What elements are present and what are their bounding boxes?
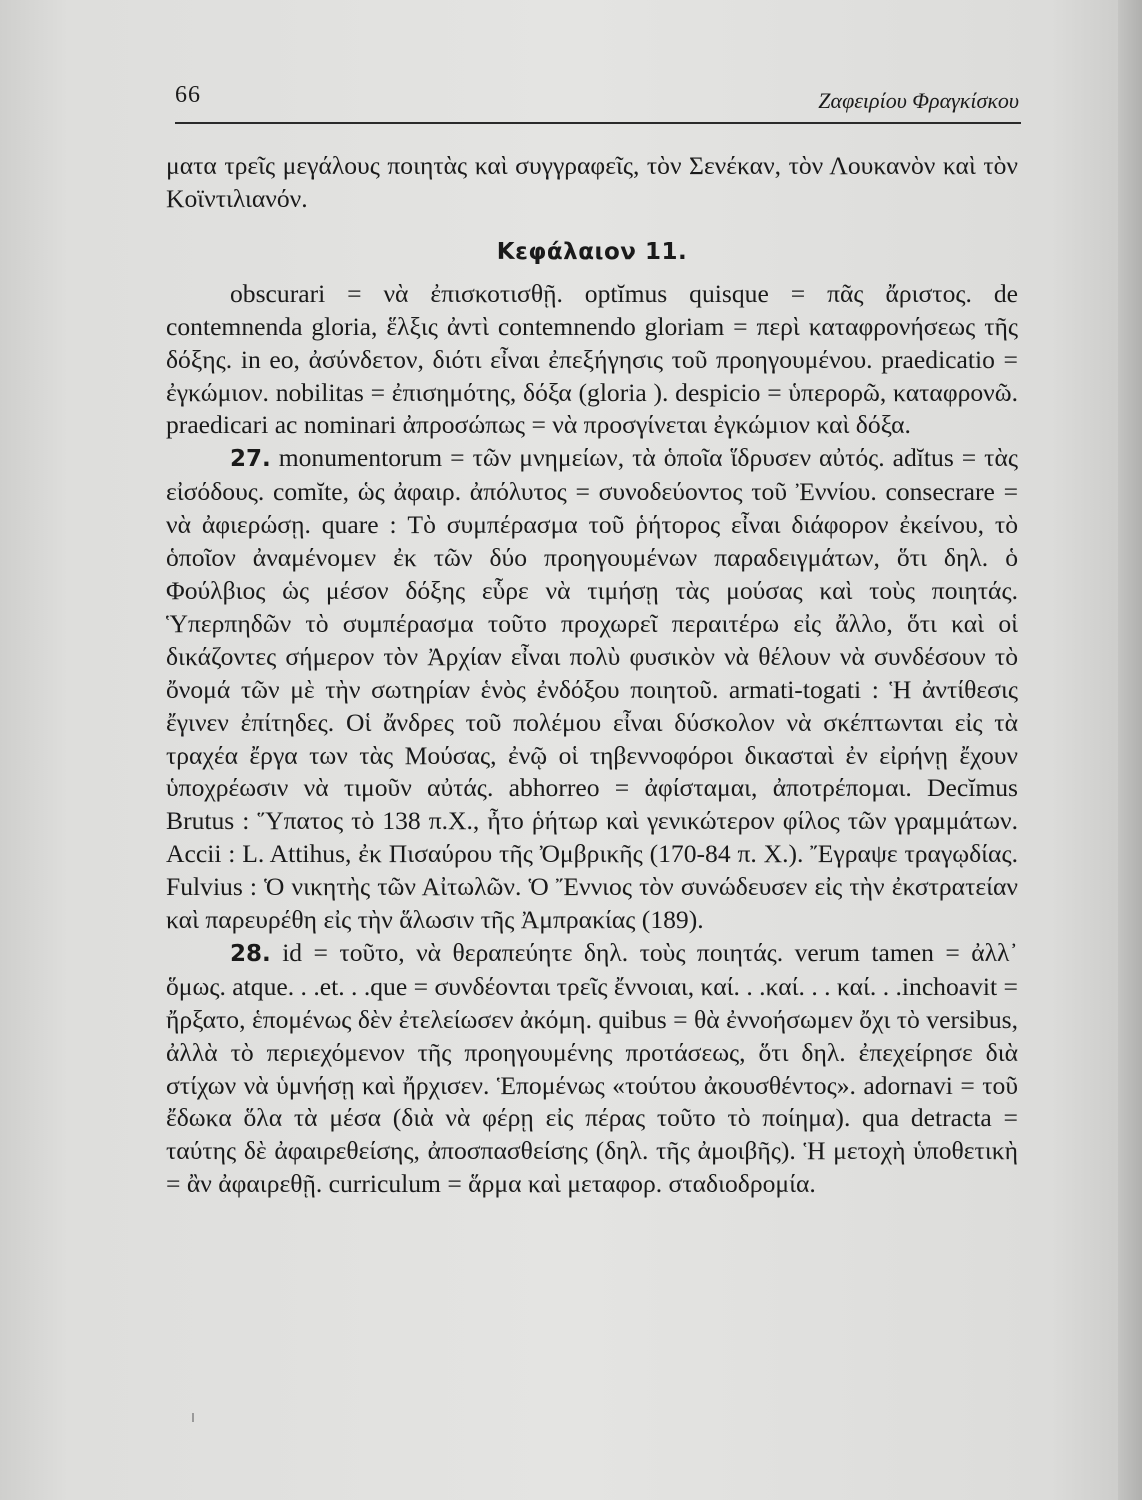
- body-text: [166, 150, 1018, 1201]
- paragraph-27-text: monumentorum = τῶν μνημείων, τὰ ὁποῖα ἵδρυσεν αὐτός. adĭtus = τὰς εἰσόδους. comĭte, ὡς ἀφαιρ. ἀπόλυτος = συνοδεύοντος τοῦ Ἐννίου. consecrare = νὰ ἀφιερώσῃ. quare : Τὸ συμπέρασμα τοῦ ῥήτορος εἶναι διάφορον ἐκείνου, τὸ ὁποῖον ἀναμένομεν ἐκ τῶν δύο προηγουμένων παραδειγμάτων, ὅτι δηλ. ὁ Φούλβιος ὡς μέσον δόξης εὗρε νὰ τιμήσῃ τὰς μούσας καὶ τοὺς ποιητάς. Ὑπερπηδῶν τὸ συμπέρασμα τοῦτο προχωρεῖ περαιτέρω εἰς ἄλλο, ὅτι καὶ οἱ δικάζοντες σήμερον τὸν Ἀρχίαν εἶναι πολὺ φυσικὸν νὰ θέλουν νὰ συνδέσουν τὸ ὄνομά τῶν μὲ τὴν σωτηρίαν ἑνὸς ἐνδόξου ποιητοῦ. armati-togati : Ἡ ἀντίθεσις ἔγινεν ἐπίτηδες. Οἱ ἄνδρες τοῦ πολέμου εἶναι δύσκολον νὰ σκέπτωνται εἰς τὰ τραχέα ἔργα των τὰς Μούσας, ἐνῷ οἱ τηβεννοφόροι δικασταὶ ἐν εἰρήνῃ ἔχουν ὑποχρέωσιν νὰ τιμοῦν αὐτάς. abhorreo = ἀφίσταμαι, ἀποτρέπομαι. Decĭmus Brutus : Ὕπατος τὸ 138 π.Χ., ἦτο ῥήτωρ καὶ γενικώτερον φίλος τῶν γραμμάτων. Accii : L. Attihus, ἐκ Πισαύρου τῆς Ὀμβρικῆς (170-84 π. Χ.). Ἔγραψε τραγῳδίας. Fulvius : Ὁ νικητὴς τῶν Αἰτωλῶν. Ὁ Ἔννιος τὸν συνώδευσεν εἰς τὴν ἐκστρατείαν καὶ παρευρέθη εἰς τὴν ἅλωσιν τῆς Ἀμπρακίας (189).: [166, 443, 1018, 935]
- chapter-heading: Κεφάλαιον 11.: [496, 238, 688, 265]
- continuation-paragraph: ματα τρεῖς μεγάλους ποιητὰς καὶ συγγραφεῖς, τὸν Σενέκαν, τὸν Λουκανὸν καὶ τὸν Κοϊντιλιανόν.: [166, 151, 1018, 213]
- paragraph-glossary: obscurari = νὰ ἐπισκοτισθῇ. optĭmus quisque = πᾶς ἄριστος. de contemnenda gloria, ἕλξις ἀντὶ contemnendo gloriam = περὶ καταφρονήσεως τῆς δόξης. in eo, ἀσύνδετον, διότι εἶναι ἐπεξήγησις τοῦ προηγουμένου. praedicatio = ἐγκώμιον. nobilitas = ἐπισημότης, δόξα (gloria ). despicio = ὑπερορῶ, καταφρονῶ. praedicari ac nominari ἀπροσώπως = νὰ προσγίνεται ἐγκώμιον καὶ δόξα.: [166, 278, 1018, 440]
- section-number-27: 27.: [230, 446, 271, 473]
- paragraph-28: [166, 937, 1018, 1201]
- section-number-28: 28.: [230, 940, 271, 967]
- stray-ink-mark: [192, 1413, 194, 1422]
- paragraph-28-text: id = τοῦτο, νὰ θεραπεύητε δηλ. τοὺς ποιητάς. verum tamen = ἀλλ᾽ ὅμως. atque. . .et. . .que = συνδέονται τρεῖς ἔννοιαι, καί. . .καί. . . καί. . .inchoavit = ἤρξατο, ἑπομένως δὲν ἐτελείωσεν ἀκόμη. quibus = θὰ ἐννοήσωμεν ὄχι τὸ versibus, ἀλλὰ τὸ περιεχόμενον τῆς προηγουμένης προτάσεως, ὅτι δηλ. ἐπεχείρησε διὰ στίχων νὰ ὑμνήσῃ καὶ ἤρχισεν. Ἑπομένως «τούτου ἀκουσθέντος». adornavi = τοῦ ἔδωκα ὅλα τὰ μέσα (διὰ νὰ φέρῃ εἰς πέρας τοῦτο τὸ ποίημα). qua detracta = ταύτης δὲ ἀφαιρεθείσης, ἀποσπασθείσης (δηλ. τῆς ἀμοιβῆς). Ἡ μετοχὴ ὑποθετικὴ = ἂν ἀφαιρεθῇ. curriculum = ἅρμα καὶ μεταφορ. σταδιοδρομία.: [166, 937, 1018, 1199]
- paragraph-27: [166, 442, 1018, 937]
- page-number: 66: [175, 82, 201, 108]
- header-rule: [175, 122, 1021, 124]
- running-title: Ζαφειρίου Φραγκίσκου: [818, 88, 1019, 113]
- page-edge-shadow: [1118, 0, 1142, 1500]
- page-header: [175, 82, 1019, 118]
